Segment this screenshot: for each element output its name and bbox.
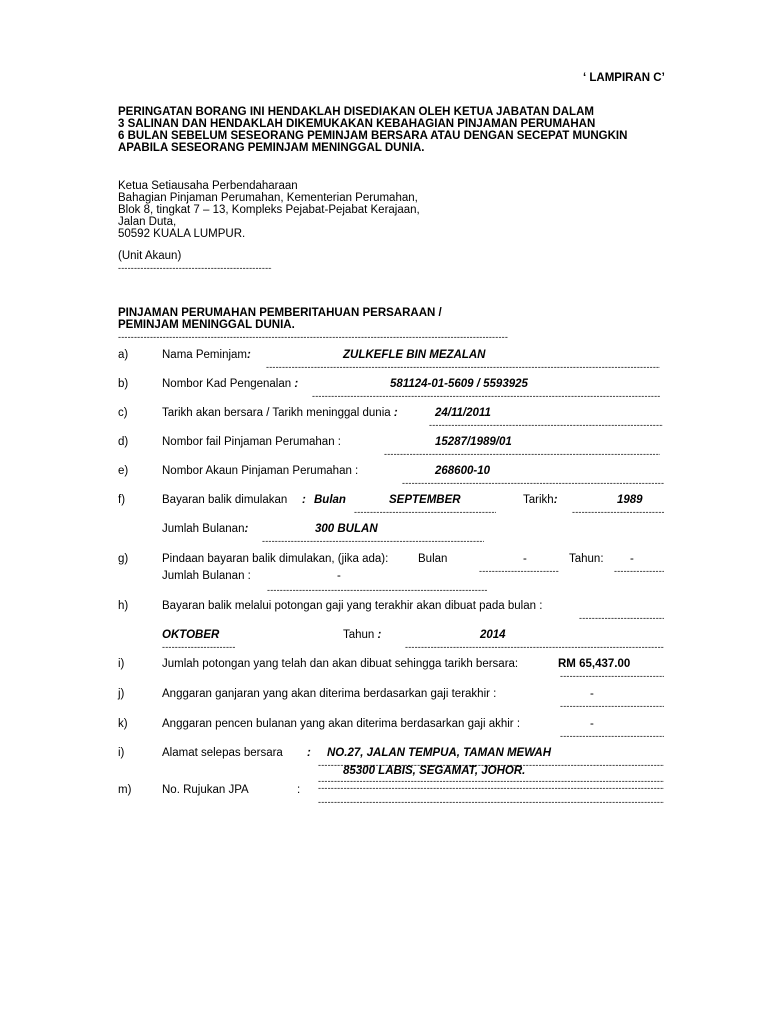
address-line-4: Jalan Duta, (118, 216, 177, 228)
item-h-tahun-value: 2014 (480, 629, 506, 641)
item-g-tahun-value: - (630, 553, 634, 565)
subject-line-2: PEMINJAM MENINGGAL DUNIA. (118, 319, 295, 331)
item-k-letter: k) (118, 718, 128, 730)
item-c-label: Tarikh akan bersara / Tarikh meninggal dunia : (162, 407, 398, 419)
item-e-value: 268600-10 (435, 465, 490, 477)
item-i-underline (560, 671, 664, 681)
item-c-letter: c) (118, 407, 128, 419)
item-m-underline-1 (318, 783, 664, 793)
item-f-tarikh-label: Tarikh: (523, 494, 558, 506)
item-g-label: Pindaan bayaran balik dimulakan, (jika ada): (162, 553, 389, 565)
item-k-value: - (590, 718, 594, 730)
item-g-bulan-label: Bulan (418, 553, 448, 565)
item-f-tarikh-underline (572, 507, 664, 517)
item-g-tahun-underline (614, 566, 664, 576)
item-b-letter: b) (118, 378, 129, 390)
item-i-value: RM 65,437.00 (558, 658, 631, 670)
item-b-underline (312, 391, 660, 401)
item-k-underline (560, 731, 664, 741)
item-b-label: Nombor Kad Pengenalan : (162, 378, 299, 390)
item-f-tarikh-value: 1989 (617, 494, 643, 506)
item-g-jumlah-underline (267, 585, 488, 595)
item-h-letter: h) (118, 600, 129, 612)
item-d-label: Nombor fail Pinjaman Perumahan : (162, 436, 341, 448)
item-e-letter: e) (118, 465, 129, 477)
item-i-label: Jumlah potongan yang telah dan akan dibuat sehingga tarikh bersara: (162, 658, 519, 670)
item-j-label: Anggaran ganjaran yang akan diterima berdasarkan gaji terakhir : (162, 688, 497, 700)
item-f-colon: : (302, 494, 306, 506)
item-a-label: Nama Peminjam: (162, 349, 251, 361)
notice-line-2: 3 SALINAN DAN HENDAKLAH DIKEMUKAKAN KEBAHAGIAN PINJAMAN PERUMAHAN (118, 118, 596, 130)
unit-akaun: (Unit Akaun) (118, 250, 182, 262)
item-a-underline (266, 362, 660, 372)
item-g-jumlah-label: Jumlah Bulanan : (162, 570, 251, 582)
lampiran-label: ‘ LAMPIRAN C’ (583, 72, 665, 84)
item-h-label-underline (579, 613, 664, 623)
item-k-label: Anggaran pencen bulanan yang akan diterima berdasarkan gaji akhir : (162, 718, 521, 730)
item-h-label: Bayaran balik melalui potongan gaji yang terakhir akan dibuat pada bulan : (162, 600, 543, 612)
item-a-value: ZULKEFLE BIN MEZALAN (343, 349, 486, 361)
item-c-underline (429, 420, 663, 430)
item-a-letter: a) (118, 349, 129, 361)
subject-line-1: PINJAMAN PERUMAHAN PEMBERITAHUAN PERSARAAN / (118, 307, 442, 319)
address-line-5: 50592 KUALA LUMPUR. (118, 228, 246, 240)
item-d-underline (384, 449, 660, 459)
item-l-colon: : (307, 747, 311, 759)
item-f-bulan-label: Bulan (314, 494, 346, 506)
item-h-tahun-label: Tahun : (343, 629, 382, 641)
item-e-underline (402, 478, 664, 488)
address-line-2: Bahagian Pinjaman Perumahan, Kementerian Perumahan, (118, 192, 418, 204)
item-j-value: - (590, 688, 594, 700)
item-j-letter: j) (118, 688, 125, 700)
item-g-jumlah-value: - (337, 570, 341, 582)
item-g-letter: g) (118, 553, 129, 565)
item-c-value: 24/11/2011 (435, 407, 491, 419)
item-f-bulan-value: SEPTEMBER (389, 494, 461, 506)
item-i-letter: i) (118, 658, 125, 670)
item-f-label: Bayaran balik dimulakan (162, 494, 288, 506)
unit-underline (118, 263, 272, 273)
item-d-value: 15287/1989/01 (435, 436, 512, 448)
item-b-value: 581124-01-5609 / 5593925 (390, 378, 528, 390)
item-l-label: Alamat selepas bersara (162, 747, 283, 759)
item-f-jumlah-value: 300 BULAN (315, 523, 378, 535)
notice-line-4: APABILA SESEORANG PEMINJAM MENINGGAL DUNIA. (118, 142, 425, 154)
item-h-tahun-underline (405, 642, 664, 652)
item-h-bulan-underline (162, 642, 235, 652)
item-l-value-2: 85300 LABIS, SEGAMAT, JOHOR. (343, 765, 526, 777)
item-f-jumlah-underline (262, 536, 484, 546)
item-g-bulan-value: - (523, 553, 527, 565)
item-m-underline-2 (318, 797, 664, 807)
item-e-label: Nombor Akaun Pinjaman Perumahan : (162, 465, 359, 477)
notice-line-3: 6 BULAN SEBELUM SESEORANG PEMINJAM BERSARA ATAU DENGAN SECEPAT MUNGKIN (118, 130, 628, 142)
item-m-letter: m) (118, 784, 132, 796)
item-j-underline (560, 701, 664, 711)
subject-underline (118, 332, 508, 342)
item-d-letter: d) (118, 436, 129, 448)
item-f-bulan-underline (354, 507, 496, 517)
item-l-letter: i) (118, 747, 125, 759)
item-m-colon: : (297, 784, 301, 796)
address-line-1: Ketua Setiausaha Perbendaharaan (118, 180, 298, 192)
item-f-jumlah-label: Jumlah Bulanan: (162, 523, 249, 535)
item-l-value-1: NO.27, JALAN TEMPUA, TAMAN MEWAH (327, 747, 552, 759)
item-g-tahun-label: Tahun: (569, 553, 604, 565)
address-line-3: Blok 8, tingkat 7 – 13, Kompleks Pejabat-Pejabat Kerajaan, (118, 204, 420, 216)
item-m-label: No. Rujukan JPA (162, 784, 249, 796)
item-g-bulan-underline (479, 566, 559, 576)
item-f-letter: f) (118, 494, 126, 506)
item-h-bulan-value: OKTOBER (162, 629, 220, 641)
notice-line-1: PERINGATAN BORANG INI HENDAKLAH DISEDIAKAN OLEH KETUA JABATAN DALAM (118, 106, 594, 118)
